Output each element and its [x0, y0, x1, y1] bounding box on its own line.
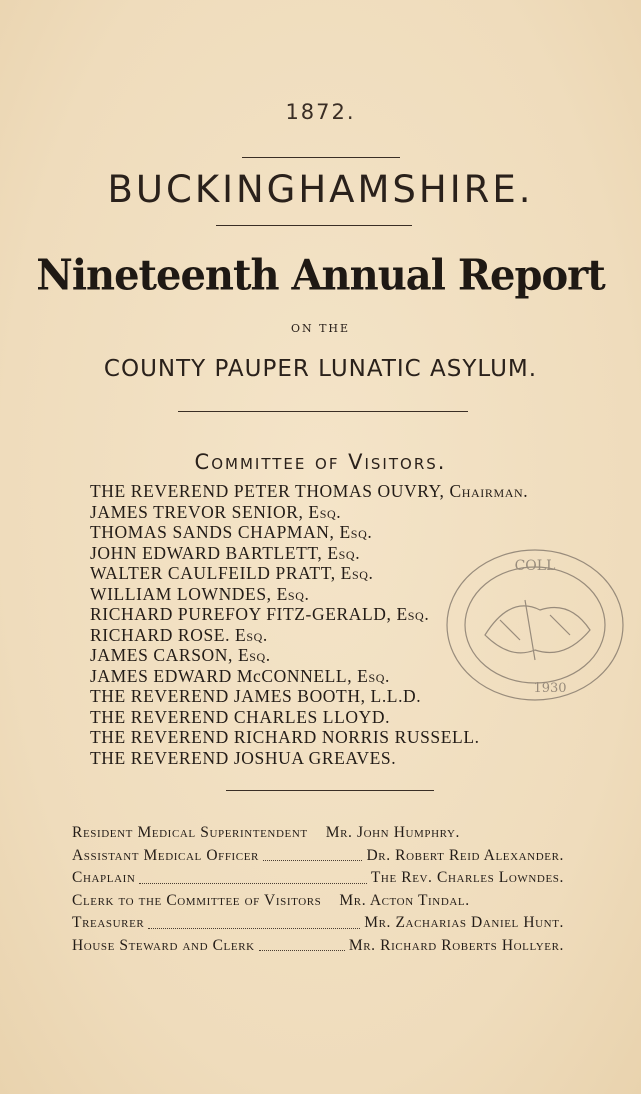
officer-row — [72, 822, 564, 845]
leader-dots — [312, 822, 322, 839]
stamp-top-text: COLL — [514, 558, 556, 574]
member-suffix: Chairman. — [449, 481, 529, 501]
member-name: WALTER CAULFEILD PRATT, — [90, 563, 341, 583]
on-the-label: ON THE — [290, 322, 351, 335]
officer-row — [72, 912, 564, 935]
member-suffix: Esq. — [237, 645, 271, 665]
leader-dots — [259, 935, 345, 952]
member-suffix: Esq. — [276, 583, 310, 604]
leader-dots — [139, 867, 366, 884]
member-name: RICHARD ROSE. — [90, 624, 236, 645]
member-name: JAMES TREVOR SENIOR, — [90, 501, 309, 522]
member-name: THE REVEREND CHARLES LLOYD. — [90, 706, 391, 727]
officer-row — [72, 935, 564, 958]
member-suffix: Esq. — [339, 522, 373, 542]
officer-list — [72, 822, 564, 957]
officer-role: Assistant Medical Officer — [72, 846, 259, 864]
member-suffix: Esq. — [396, 604, 430, 624]
officer-name: The Rev. Charles Lowndes. — [370, 869, 564, 886]
officer-name: Dr. Robert Reid Alexander. — [366, 846, 564, 864]
officer-role: Treasurer — [72, 914, 145, 931]
member-name: THE REVEREND JAMES BOOTH, L.L.D. — [90, 686, 422, 706]
committee-member — [90, 481, 528, 502]
member-name: WILLIAM LOWNDES, — [90, 583, 277, 604]
member-name: THE REVEREND PETER THOMAS OUVRY, — [90, 481, 450, 501]
member-name: THOMAS SANDS CHAPMAN, — [90, 522, 340, 542]
rule-top — [242, 157, 400, 158]
committee-heading: Committee of Visitors. — [194, 450, 447, 474]
committee-member — [90, 727, 528, 748]
rule-above-officers — [226, 790, 434, 791]
rule-under-county — [216, 225, 412, 226]
member-name: THE REVEREND JOSHUA GREAVES. — [90, 747, 397, 768]
rule-under-institution — [178, 411, 468, 412]
member-name: JAMES CARSON, — [90, 645, 238, 665]
leader-dots — [263, 845, 362, 862]
officer-role: Resident Medical Superintendent — [72, 824, 308, 841]
report-title: Nineteenth Annual Report — [36, 250, 605, 301]
member-name: JOHN EDWARD BARTLETT, — [90, 542, 328, 563]
member-suffix: Esq. — [308, 501, 342, 522]
officer-role: Chaplain — [72, 869, 136, 886]
officer-name: Mr. Acton Tindal. — [339, 891, 470, 909]
leader-dots — [148, 912, 360, 929]
institution-title: COUNTY PAUPER LUNATIC ASYLUM. — [103, 356, 538, 382]
stamp-bottom-text: 1930 — [533, 681, 567, 696]
officer-name: Mr. John Humphry. — [325, 824, 461, 841]
officer-role: House Steward and Clerk — [72, 936, 255, 954]
officer-role: Clerk to the Committee of Visitors — [72, 891, 322, 909]
report-year: 1872. — [285, 100, 356, 124]
county-title: BUCKINGHAMSHIRE. — [107, 168, 534, 211]
committee-member — [90, 748, 528, 769]
officer-name: Mr. Richard Roberts Hollyer. — [348, 936, 564, 954]
library-stamp-icon — [440, 540, 630, 710]
member-name: JAMES EDWARD McCONNELL, — [90, 665, 358, 686]
member-suffix: Esq. — [235, 624, 268, 645]
member-name: RICHARD PUREFOY FITZ-GERALD, — [90, 604, 397, 624]
member-suffix: Esq. — [327, 542, 361, 563]
officer-row — [72, 845, 564, 868]
officer-row — [72, 867, 564, 890]
officer-name: Mr. Zacharias Daniel Hunt. — [364, 914, 564, 931]
member-suffix: Esq. — [340, 563, 374, 583]
committee-member — [90, 502, 528, 523]
officer-row — [72, 890, 564, 913]
member-suffix: Esq. — [357, 665, 390, 686]
member-name: THE REVEREND RICHARD NORRIS RUSSELL. — [90, 727, 480, 747]
leader-dots — [325, 890, 335, 907]
